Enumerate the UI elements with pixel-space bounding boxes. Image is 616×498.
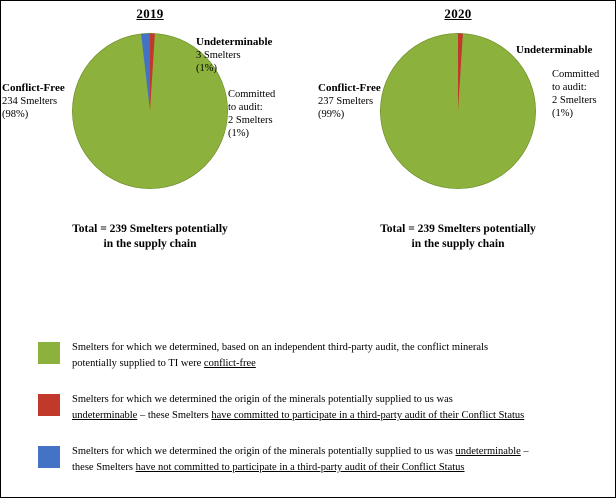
callout-heading: Conflict-Free	[318, 82, 381, 94]
total-label-2019	[0, 222, 300, 252]
chart-legend	[0, 340, 616, 496]
legend-swatch-green-icon	[38, 342, 60, 364]
callout-undeterminable-2019	[196, 36, 296, 75]
legend-text-b: – these Smelters	[137, 410, 212, 421]
callout-heading: Undeterminable	[196, 36, 273, 48]
callout-line-2: (1%)	[196, 63, 217, 74]
total-line-2: in the supply chain	[103, 238, 197, 250]
legend-label	[72, 392, 524, 424]
legend-text-b: these Smelters	[72, 462, 136, 473]
legend-text-a2: –	[520, 446, 529, 457]
callout-line-3: (1%)	[552, 108, 573, 119]
callout-conflict-free-2019	[2, 82, 98, 121]
callout-line-2: 2 Smelters	[228, 115, 273, 126]
callout-committed-2019	[228, 88, 298, 140]
legend-text-underline-b: undeterminable	[72, 410, 138, 421]
legend-item-not-committed	[0, 444, 616, 476]
legend-text-a: Smelters for which we determined, based on an independent third-party audit, the conflict minerals	[72, 342, 489, 353]
callout-line-1: 237 Smelters	[318, 96, 374, 107]
total-label-2020	[308, 222, 608, 252]
callout-conflict-free-2020	[318, 82, 414, 121]
pie-chart-2020	[308, 0, 608, 260]
legend-item-conflict-free	[0, 340, 616, 372]
legend-text-underline: conflict-free	[203, 358, 256, 369]
callout-line-2: 2 Smelters	[552, 95, 597, 106]
legend-swatch-blue-icon	[38, 446, 60, 468]
legend-label	[72, 444, 529, 476]
legend-text-b: potentially supplied to TI were	[72, 358, 204, 369]
chart-title-2020: 2020	[444, 6, 472, 21]
callout-line-1: to audit:	[228, 102, 263, 113]
legend-label	[72, 340, 488, 372]
callout-heading: Undeterminable	[516, 44, 593, 56]
callout-line-1: 3 Smelters	[196, 50, 241, 61]
callout-line-0: Committed	[228, 89, 276, 100]
callout-undeterminable-2020	[516, 44, 614, 57]
total-line-2: in the supply chain	[411, 238, 505, 250]
callout-committed-2020	[552, 68, 614, 120]
callout-heading: Conflict-Free	[2, 82, 65, 94]
legend-text-underline-a: undeterminable	[455, 446, 521, 457]
chart-title-2019: 2019	[136, 6, 164, 21]
legend-text-a: Smelters for which we determined the origin of the minerals potentially supplied to us was	[72, 394, 453, 405]
legend-item-committed	[0, 392, 616, 424]
legend-text-underline-c: have not committed to participate in a third-party audit of their Conflict Status	[135, 462, 465, 473]
legend-text-underline-c: have committed to participate in a third-party audit of their Conflict Status	[211, 410, 525, 421]
total-line-1: Total = 239 Smelters potentially	[380, 223, 536, 235]
total-line-1: Total = 239 Smelters potentially	[72, 223, 228, 235]
callout-line-3: (1%)	[228, 128, 249, 139]
callout-line-0: Committed	[552, 69, 600, 80]
callout-line-1: 234 Smelters	[2, 96, 58, 107]
legend-swatch-red-icon	[38, 394, 60, 416]
legend-text-a: Smelters for which we determined the origin of the minerals potentially supplied to us was	[72, 446, 456, 457]
callout-line-1: to audit:	[552, 82, 587, 93]
callout-line-2: (99%)	[318, 109, 345, 120]
callout-line-2: (98%)	[2, 109, 29, 120]
